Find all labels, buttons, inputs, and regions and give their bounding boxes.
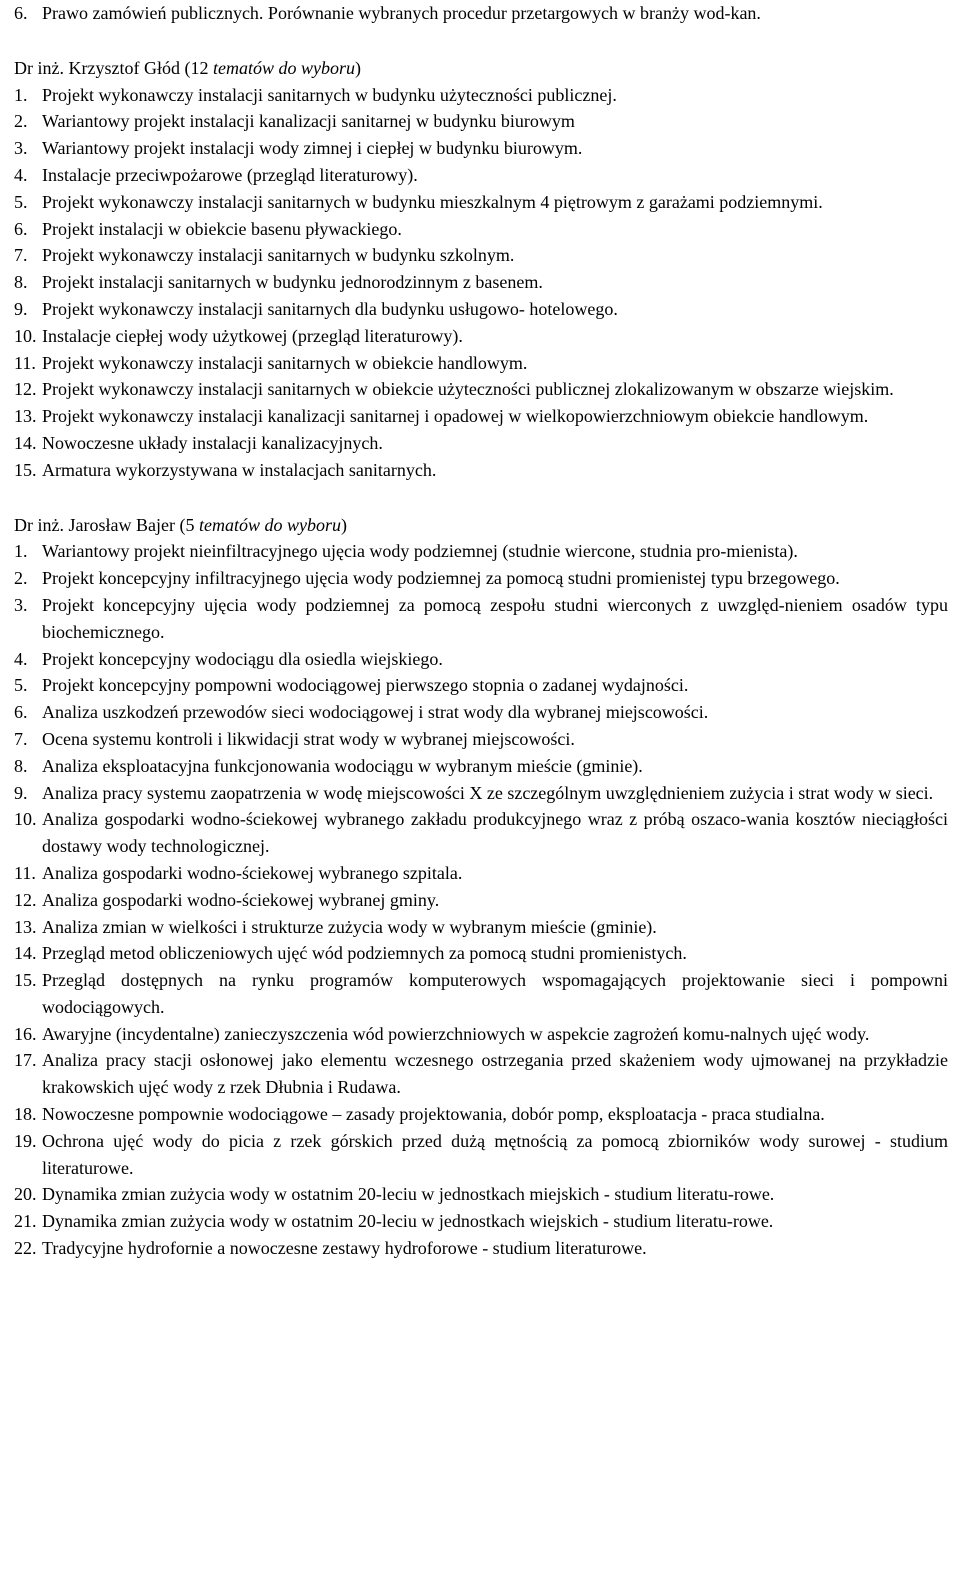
item-number: 4. [14, 164, 28, 185]
list-item [14, 1128, 948, 1182]
item-text: Projekt wykonawczy instalacji sanitarnych w budynku mieszkalnym 4 piętrowym z garażami podziemnymi. [42, 191, 823, 212]
item-number: 17. [14, 1050, 37, 1071]
item-text: Instalacje ciepłej wody użytkowej (przegląd literaturowy). [42, 325, 463, 346]
item-number: 21. [14, 1211, 37, 1232]
item-text: Prawo zamówień publicznych. Porównanie wybranych procedur przetargowych w branży wod-kan. [42, 3, 761, 23]
list-item [14, 403, 948, 430]
list-item [14, 1181, 948, 1208]
item-text: Projekt wykonawczy instalacji sanitarnych w budynku użyteczności publicznej. [42, 84, 617, 105]
item-number: 6. [14, 218, 28, 239]
section-heading-glod [14, 55, 948, 82]
item-number: 3. [14, 594, 28, 615]
item-number: 13. [14, 406, 37, 427]
item-text: Analiza pracy systemu zaopatrzenia w wodę miejscowości X ze szczególnym uwzględnieniem zużycia i strat wody w sieci. [42, 782, 934, 803]
spacer [14, 484, 948, 512]
item-number: 6. [14, 702, 28, 723]
item-text: Ocena systemu kontroli i likwidacji strat wody w wybranej miejscowości. [42, 728, 575, 749]
item-number: 15. [14, 970, 37, 991]
spacer [14, 27, 948, 55]
section-heading-bajer [14, 512, 948, 539]
list-item [14, 82, 948, 109]
list-item [14, 967, 948, 1021]
item-number: 5. [14, 675, 28, 696]
list-item [14, 135, 948, 162]
item-text: Awaryjne (incydentalne) zanieczyszczenia wód powierzchniowych w aspekcie zagrożeń komu-nalnych ujęć wody. [42, 1023, 870, 1044]
item-number: 10. [14, 325, 37, 346]
item-number: 12. [14, 889, 37, 910]
item-text: Armatura wykorzystywana w instalacjach sanitarnych. [42, 459, 437, 480]
item-number: 7. [14, 728, 28, 749]
list-item [14, 592, 948, 646]
list-item [14, 699, 948, 726]
list-item [14, 726, 948, 753]
item-text: Przegląd dostępnych na rynku programów komputerowych wspomagających projektowanie sieci i pompowni wodociągowych. [42, 970, 948, 1017]
item-text: Projekt koncepcyjny ujęcia wody podziemnej za pomocą zespołu studni wierconych z uwzględ-nieniem osadów typu biochemicznego. [42, 594, 948, 642]
item-number: 1. [14, 541, 28, 562]
item-number: 13. [14, 916, 37, 937]
item-text: Projekt wykonawczy instalacji sanitarnych dla budynku usługowo- hotelowego. [42, 298, 618, 319]
item-text: Dynamika zmian zużycia wody w ostatnim 20-leciu w jednostkach wiejskich - studium literatu-rowe. [42, 1211, 774, 1232]
list-item [14, 108, 948, 135]
list-item [14, 914, 948, 941]
item-number: 14. [14, 432, 37, 453]
list-item [14, 457, 948, 484]
item-text: Nowoczesne układy instalacji kanalizacyjnych. [42, 432, 383, 453]
topic-count: (5 tematów do wyboru) [179, 514, 347, 535]
list-item [14, 1235, 948, 1262]
list-item [14, 350, 948, 377]
item-text: Analiza eksploatacyjna funkcjonowania wodociągu w wybranym mieście (gminie). [42, 755, 643, 776]
item-text: Projekt instalacji sanitarnych w budynku jednorodzinnym z basenem. [42, 272, 543, 293]
intro-item [14, 0, 948, 27]
item-number: 5. [14, 191, 28, 212]
item-text: Projekt koncepcyjny wodociągu dla osiedla wiejskiego. [42, 648, 443, 669]
list-item [14, 162, 948, 189]
item-text: Wariantowy projekt instalacji wody zimnej i ciepłej w budynku biurowym. [42, 138, 583, 159]
item-text: Analiza gospodarki wodno-ściekowej wybranej gminy. [42, 889, 440, 910]
item-number: 3. [14, 138, 28, 159]
item-text: Projekt wykonawczy instalacji sanitarnych w obiekcie handlowym. [42, 352, 528, 373]
item-text: Przegląd metod obliczeniowych ujęć wód podziemnych za pomocą studni promienistych. [42, 943, 687, 964]
list-item [14, 753, 948, 780]
item-text: Projekt instalacji w obiekcie basenu pływackiego. [42, 218, 402, 239]
list-item [14, 672, 948, 699]
item-text: Projekt koncepcyjny infiltracyjnego ujęcia wody podziemnej za pomocą studni promienistej typu brzegowego. [42, 568, 840, 589]
item-text: Analiza zmian w wielkości i strukturze zużycia wody w wybranym mieście (gminie). [42, 916, 657, 937]
list-item [14, 1047, 948, 1101]
item-number: 12. [14, 379, 37, 400]
topic-count: (12 tematów do wyboru) [184, 57, 361, 78]
item-number: 9. [14, 782, 28, 803]
item-text: Instalacje przeciwpożarowe (przegląd literaturowy). [42, 164, 418, 185]
item-text: Projekt koncepcyjny pompowni wodociągowej pierwszego stopnia o zadanej wydajności. [42, 675, 689, 696]
item-number: 14. [14, 943, 37, 964]
list-item [14, 1101, 948, 1128]
item-text: Dynamika zmian zużycia wody w ostatnim 20-leciu w jednostkach miejskich - studium literatu-rowe. [42, 1184, 775, 1205]
item-number: 8. [14, 272, 28, 293]
topic-list-glod [14, 82, 948, 484]
list-item [14, 242, 948, 269]
item-number: 11. [14, 352, 36, 373]
list-item [14, 940, 948, 967]
list-item [14, 1021, 948, 1048]
item-number: 2. [14, 568, 28, 589]
item-text: Projekt wykonawczy instalacji sanitarnych w budynku szkolnym. [42, 245, 515, 266]
item-number: 6. [14, 3, 28, 23]
item-number: 9. [14, 298, 28, 319]
item-number: 1. [14, 84, 28, 105]
item-text: Analiza gospodarki wodno-ściekowej wybranego zakładu produkcyjnego wraz z próbą oszaco-wania kosztów nieciągłości dostawy wody technologicznej. [42, 809, 948, 857]
item-text: Analiza pracy stacji osłonowej jako elementu wczesnego ostrzegania przed skażeniem wody ujmowanej na przykładzie krakowskich ujęć wody z rzek Dłubnia i Rudawa. [42, 1050, 948, 1098]
list-item [14, 189, 948, 216]
list-item [14, 1208, 948, 1235]
item-number: 20. [14, 1184, 37, 1205]
item-text: Projekt wykonawczy instalacji sanitarnych w obiekcie użyteczności publicznej zlokalizowanym w obszarze wiejskim. [42, 379, 894, 400]
item-number: 18. [14, 1104, 37, 1125]
item-number: 16. [14, 1023, 37, 1044]
list-item [14, 216, 948, 243]
item-text: Projekt wykonawczy instalacji kanalizacji sanitarnej i opadowej w wielkopowierzchniowym obiekcie handlowym. [42, 406, 869, 427]
item-number: 11. [14, 862, 36, 883]
topic-list-bajer [14, 538, 948, 1262]
list-item [14, 887, 948, 914]
item-text: Wariantowy projekt instalacji kanalizacji sanitarnej w budynku biurowym [42, 111, 575, 132]
item-number: 4. [14, 648, 28, 669]
item-number: 7. [14, 245, 28, 266]
item-text: Analiza uszkodzeń przewodów sieci wodociągowej i strat wody dla wybranej miejscowości. [42, 702, 709, 723]
item-number: 19. [14, 1130, 37, 1151]
item-text: Analiza gospodarki wodno-ściekowej wybranego szpitala. [42, 862, 463, 883]
list-item [14, 565, 948, 592]
list-item [14, 430, 948, 457]
list-item [14, 806, 948, 860]
list-item [14, 269, 948, 296]
item-text: Nowoczesne pompownie wodociągowe – zasady projektowania, dobór pomp, eksploatacja - praca studialna. [42, 1104, 825, 1125]
item-number: 22. [14, 1238, 37, 1259]
item-text: Tradycyjne hydrofornie a nowoczesne zestawy hydroforowe - studium literaturowe. [42, 1238, 647, 1259]
list-item [14, 860, 948, 887]
item-number: 2. [14, 111, 28, 132]
item-number: 15. [14, 459, 37, 480]
item-number: 10. [14, 809, 37, 830]
item-text: Ochrona ujęć wody do picia z rzek górskich przed dużą mętnością za pomocą zbiorników wody surowej - studium literaturowe. [42, 1130, 948, 1178]
supervisor-name: Dr inż. Jarosław Bajer [14, 514, 175, 535]
list-item [14, 538, 948, 565]
supervisor-name: Dr inż. Krzysztof Głód [14, 57, 180, 78]
item-text: Wariantowy projekt nieinfiltracyjnego ujęcia wody podziemnej (studnie wiercone, studnia pro-mienista). [42, 541, 798, 562]
list-item [14, 296, 948, 323]
list-item [14, 323, 948, 350]
list-item [14, 780, 948, 807]
item-number: 8. [14, 755, 28, 776]
list-item [14, 646, 948, 673]
list-item [14, 376, 948, 403]
